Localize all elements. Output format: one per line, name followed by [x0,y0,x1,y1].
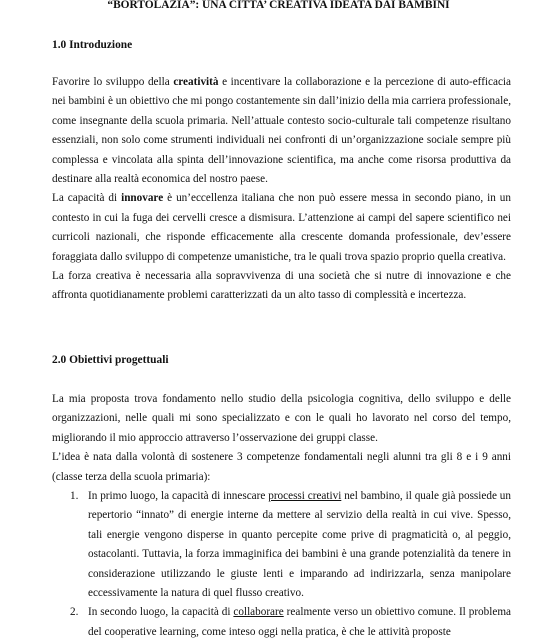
list-text: nel bambino, il quale già possiede un repertorio “innato” di energie interne da mettere al servizio della realtà in cui vive. Spesso, tali energie vengono disperse in quanto percepite come prive di pragmaticità o, al peggio, ostacolanti. Tuttavia, la forza immaginifica dei bambini è una grande potenzialità da tenere in considerazione utilizzando le giuste lenti e imparando ad indirizzarla, senza manipolare eccessivamente la natura di quel flusso creativo. [88,490,511,600]
list-number: 1. [70,490,79,502]
section-heading-obiettivi: 2.0 Obiettivi progettuali [52,354,169,366]
list-item [52,487,511,603]
paragraph: La forza creativa è necessaria alla sopravvivenza di una società che si nutre di innovazione e che affronta quotidianamente problemi caratterizzati da un alto tasso di complessità e incertezza. [52,270,511,302]
paragraph: L’idea è nata dalla volontà di sostenere 3 competenze fondamentali negli alunni tra gli 8 e i 9 anni (classe terza della scuola primaria): [52,451,511,483]
paragraph-text: è un’eccellenza italiana che non può essere messa in secondo piano, in un contesto in cui la fuga dei cervelli cresce a dismisura. L’attenzione ai campi del sapere scientifico nei curricoli nazionali, che risponde efficacemente alla crescente domanda professionale, dev’essere foraggiata dallo sviluppo di competenze umanistiche, tra le quali trova spazio proprio quella creativa. [52,192,511,263]
section-body-introduzione [52,73,511,306]
paragraph: La mia proposta trova fondamento nello studio della psicologia cognitiva, dello sviluppo e delle organizzazioni, nelle quali mi sono specializzato e con le quali ho lavorato nel corso del tempo, migliorando il mio approccio attraverso l’osservazione dei gruppi classe. [52,393,511,444]
underlined-term: processi creativi [268,490,342,502]
numbered-list [52,487,511,642]
list-text: In primo luogo, la capacità di innescare [88,490,269,502]
underlined-term: collaborare [233,606,284,619]
paragraph-text: Favorire lo sviluppo della [52,76,174,88]
list-number: 2. [70,606,79,619]
paragraph [52,73,511,189]
section-heading-introduzione: 1.0 Introduzione [52,39,133,51]
document-title: “BORTOLAZIA”: UNA CITTA’ CREATIVA IDEATA DAI BAMBINI [107,0,450,11]
bold-term: innovare [121,192,164,205]
paragraph [52,189,511,267]
list-text: In secondo luogo, la capacità di [88,606,234,619]
list-item [52,603,511,642]
section-body-obiettivi [52,390,511,487]
paragraph-text: La capacità di [52,192,122,205]
list-text: realmente verso un obiettivo comune. Il problema del cooperative learning, come inteso oggi nella pratica, è che le attività proposte [88,606,511,638]
paragraph-text: e incentivare la collaborazione e la percezione di auto-efficacia nei bambini è un obiettivo che mi pongo costantemente sin dall’inizio della mia carriera professionale, come insegnante della scuola primaria. Nell’attuale contesto socio-culturale tali competenze risultano essenziali, non solo come strumenti individuali nei confronti di un’organizzazione sociale sempre più complessa e vincolata alla spinta dell’innovazione scientifica, ma anche come risorsa produttiva da destinare alla realtà economica del nostro paese. [52,76,512,186]
bold-term: creatività [173,76,219,88]
